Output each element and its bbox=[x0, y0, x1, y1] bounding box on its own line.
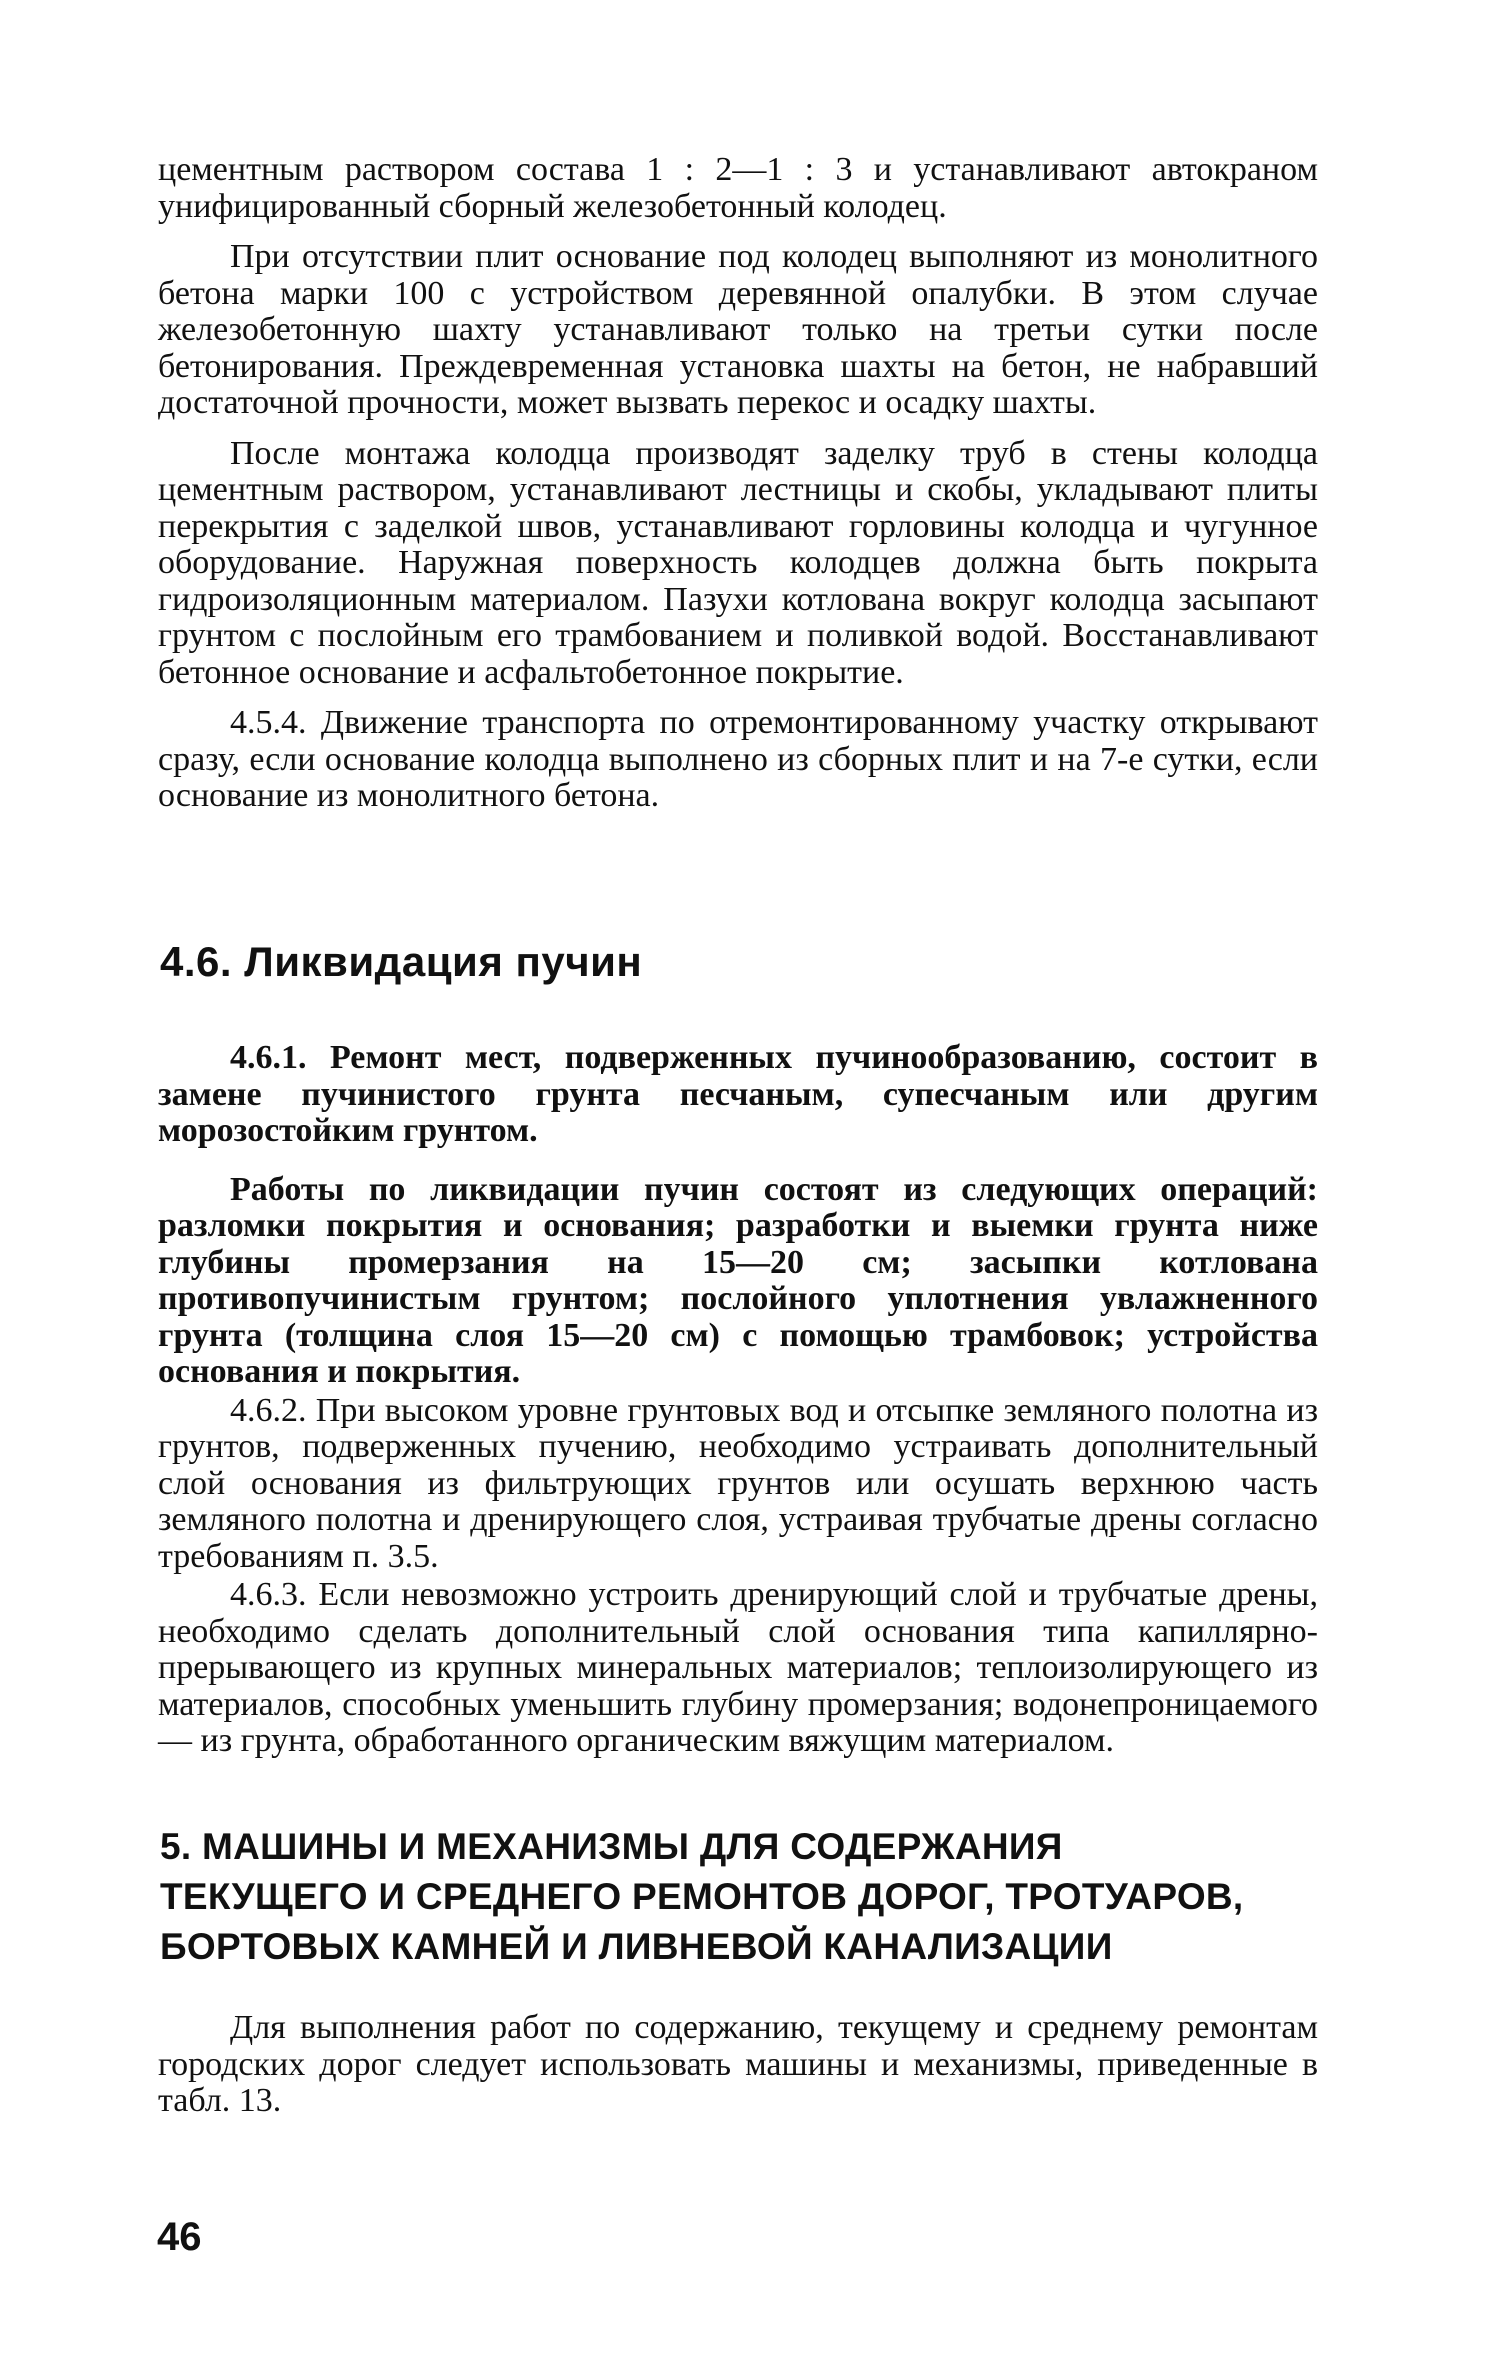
paragraph-4-5-4: 4.5.4. Движение транспорта по отремонтированному участку открывают сразу, если основание колодца выполнено из сборных плит и на 7-е сутки, если основание из монолитного бетона. bbox=[158, 704, 1318, 814]
paragraph-4-6-2: 4.6.2. При высоком уровне грунтовых вод и отсыпке земляного полотна из грунтов, подверженных пучению, необходимо устраивать дополнительный слой основания из фильтрующих грунтов или осушать верхнюю часть земляного полотна и дренирующего слоя, устраивая трубчатые дрены согласно требованиям п. 3.5. bbox=[158, 1391, 1318, 1575]
chapter-title-line: БОРТОВЫХ КАМНЕЙ И ЛИВНЕВОЙ КАНАЛИЗАЦИИ bbox=[160, 1926, 1113, 1967]
top-text-block bbox=[158, 152, 1318, 815]
chapter-title-line: ТЕКУЩЕГО И СРЕДНЕГО РЕМОНТОВ ДОРОГ, ТРОТУАРОВ, bbox=[160, 1876, 1244, 1917]
paragraph-after-installation: После монтажа колодца производят заделку труб в стены колодца цементным раствором, устанавливают лестницы и скобы, укладывают плиты перекрытия с заделкой швов, устанавливают горловины колодца и чугунное оборудование. Наружная поверхность колодцев должна быть покрыта гидроизоляционным материалом. Пазухи котлована вокруг колодца засыпают грунтом с послойным его трамбованием и поливкой водой. Восстанавливают бетонное основание и асфальтобетонное покрытие. bbox=[158, 434, 1318, 691]
chapter-title-line: 5. МАШИНЫ И МЕХАНИЗМЫ ДЛЯ СОДЕРЖАНИЯ bbox=[160, 1826, 1063, 1867]
paragraph-continuation: цементным раствором состава 1 : 2—1 : 3 и устанавливают автокраном унифицированный сборный железобетонный колодец. bbox=[158, 151, 1318, 225]
chapter-text-block bbox=[158, 2010, 1318, 2120]
chapter-title bbox=[160, 1822, 1340, 1972]
paragraph-monolithic-base: При отсутствии плит основание под колодец выполняют из монолитного бетона марки 100 с устройством деревянной опалубки. В этом случае железобетонную шахту устанавливают только на третьи сутки после бетонирования. Преждевременная установка шахты на бетон, не набравший достаточной прочности, может вызвать перекос и осадку шахты. bbox=[158, 238, 1318, 421]
paragraph-4-6-1: 4.6.1. Ремонт мест, подверженных пучинообразованию, состоит в замене пучинистого грунта песчаным, супесчаным или другим морозостойким грунтом. bbox=[158, 1039, 1318, 1149]
paragraph-works-list: Работы по ликвидации пучин состоят из следующих операций: разломки покрытия и основания; разработки и выемки грунта ниже глубины промерзания на 15—20 см; засыпки котлована противопучинистым грунтом; послойного уплотнения увлажненного грунта (толщина слоя 15—20 см) с помощью трамбовок; устройства основания и покрытия. bbox=[158, 1170, 1318, 1390]
section-title: 4.6. Ликвидация пучин bbox=[160, 938, 643, 985]
section-text-block bbox=[158, 1040, 1318, 1760]
paragraph-machines-intro: Для выполнения работ по содержанию, текущему и среднему ремонтам городских дорог следует использовать машины и механизмы, приведенные в табл. 13. bbox=[158, 2009, 1318, 2119]
page-number: 46 bbox=[157, 2215, 202, 2259]
paragraph-4-6-3: 4.6.3. Если невозможно устроить дренирующий слой и трубчатые дрены, необходимо сделать дополнительный слой основания типа капиллярно-прерывающего из крупных минеральных материалов; теплоизолирующего из материалов, способных уменьшить глубину промерзания; водонепроницаемого — из грунта, обработанного органическим вяжущим материалом. bbox=[158, 1576, 1318, 1759]
